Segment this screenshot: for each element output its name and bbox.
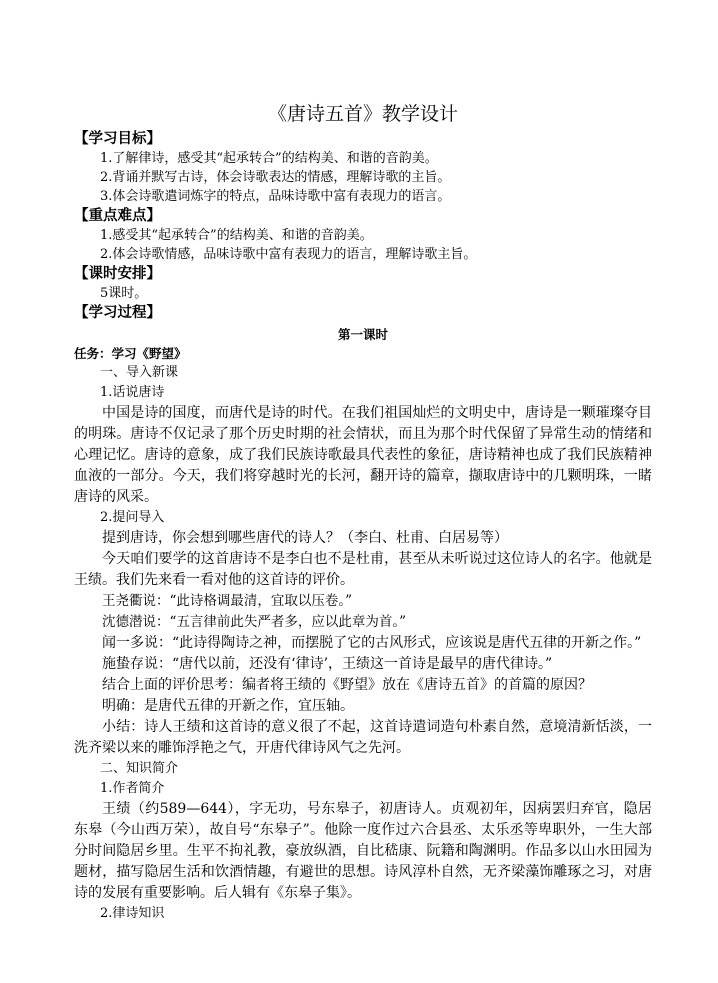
objectives-heading: 【学习目标】: [74, 131, 161, 147]
keypoints-heading: 【重点难点】: [74, 208, 161, 224]
intro-paragraph: 中国是诗的国度，而唐代是诗的时代。在我们祖国灿烂的文明史中，唐诗是一颗璀璨夺目的明珠。唐诗不仅记录了那个历史时期的社会情状，而且为那个时代保留了异常生动的情绪和心理记忆。唐诗的意象，成了我们民族诗歌最具代表性的象征，唐诗精神也成了我们民族精神血液的一部分。今天，我们将穿越时光的长河，翻开诗的篇章，撷取唐诗中的几颗明珠，一睹唐诗的风采。: [74, 405, 652, 505]
part-two-heading: 二、知识简介: [100, 761, 179, 776]
process-heading: 【学习过程】: [74, 305, 161, 321]
keypoint-item: 2.体会诗歌情感，品味诗歌中富有表现力的语言，理解诗歌主旨。: [100, 247, 477, 262]
objective-item: 3.体会诗歌遣词炼字的特点，品味诗歌中富有表现力的语言。: [100, 189, 451, 204]
objective-item: 1.了解律诗，感受其“起承转合”的结构美、和谐的音韵美。: [100, 151, 438, 166]
task-title: 任务：学习《野望》: [74, 346, 187, 361]
subsection-title: 1.作者简介: [100, 781, 165, 796]
lecture-title: 第一课时: [337, 327, 388, 342]
quote-wang-yaoqu: 王尧衢说：“此诗格调最清，宜取以压卷。”: [102, 593, 353, 609]
quote-shi-zhecun: 施蛰存说：“唐代以前，还没有‘律诗’，王绩这一首诗是最早的唐代律诗。”: [102, 656, 553, 672]
subsection-title: 2.提问导入: [100, 510, 165, 525]
quote-wen-yiduo: 闻一多说：“此诗得陶诗之神，而摆脱了它的古风形式，应该说是唐代五律的开新之作。”: [102, 635, 642, 651]
author-paragraph: 王绩（约589—644），字无功，号东皋子，初唐诗人。贞观初年，因病罢归弃官，隐居东皋（今山西万荣），故自号“东皋子”。他除一度作过六合县丞、太乐丞等卑职外，一生大部分时间隐居乡里。生平不拘礼教，豪放纵酒，自比嵇康、阮籍和陶渊明。作品多以山水田园为题材，描写隐居生活和饮酒情趣，有避世的思想。诗风淳朴自然，无齐梁藻饰雕琢之习，对唐诗的发展有重要影响。后人辑有《东皋子集》。: [74, 801, 652, 901]
subsection-title: 2.律诗知识: [100, 906, 165, 921]
reflection-question: 结合上面的评价思考：编者将王绩的《野望》放在《唐诗五首》的首篇的原因？: [102, 677, 592, 693]
answer-text: 明确：是唐代五律的开新之作，宜压轴。: [102, 698, 354, 714]
quote-shen-deqian: 沈德潜说：“五言律前此失严者多，应以此章为首。”: [102, 614, 407, 630]
poet-paragraph: 今天咱们要学的这首唐诗不是李白也不是杜甫，甚至从未听说过这位诗人的名字。他就是王绩。我们先来看一看对他的这首诗的评价。: [74, 551, 652, 588]
schedule-heading: 【课时安排】: [74, 266, 161, 282]
document-title: 《唐诗五首》教学设计: [267, 103, 458, 125]
subsection-title: 1.话说唐诗: [100, 385, 165, 400]
part-one-heading: 一、导入新课: [100, 365, 179, 380]
question-paragraph: 提到唐诗，你会想到哪些唐代的诗人？（李白、杜甫、白居易等）: [102, 530, 508, 546]
document-content: [74, 100, 652, 924]
objective-item: 2.背诵并默写古诗，体会诗歌表达的情感，理解诗歌的主旨。: [100, 170, 451, 185]
keypoint-item: 1.感受其“起承转合”的结构美、和谐的音韵美。: [100, 228, 373, 243]
summary-text: 小结：诗人王绩和这首诗的意义很了不起，这首诗遣词造句朴素自然，意境清新恬淡，一洗齐梁以来的雕饰浮艳之气，开唐代律诗风气之先河。: [74, 719, 652, 756]
schedule-text: 5课时。: [100, 286, 148, 301]
